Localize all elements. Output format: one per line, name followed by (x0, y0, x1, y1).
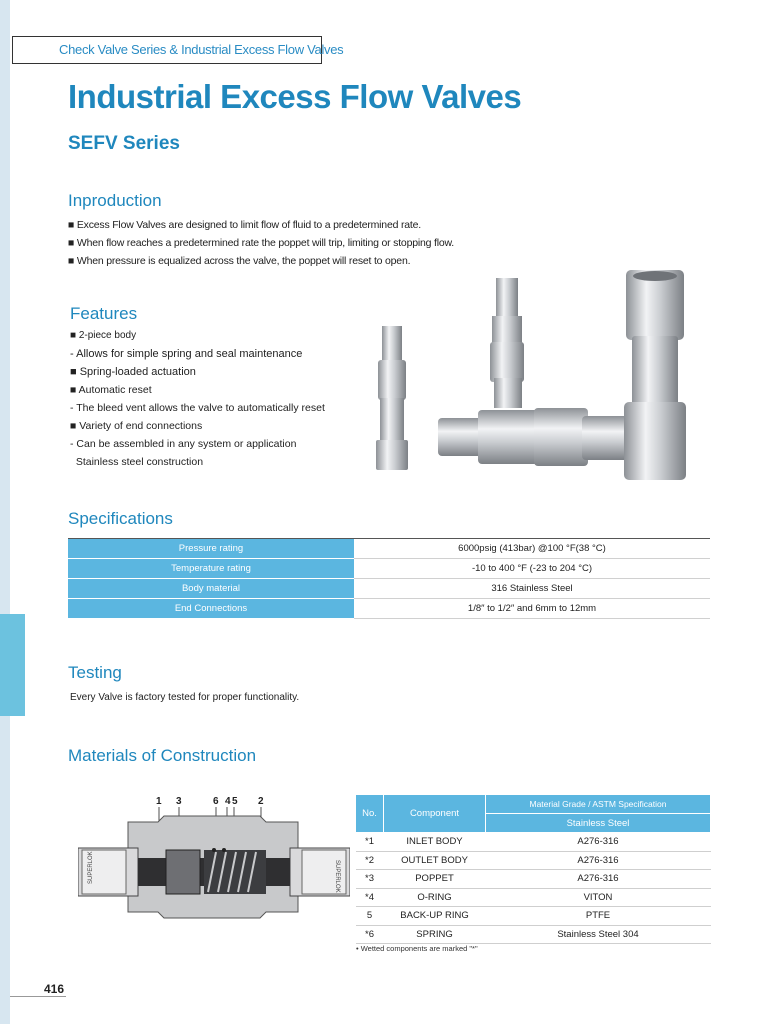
spec-label: End Connections (68, 599, 354, 619)
cell-component: SPRING (384, 925, 486, 944)
list-item: ■ Spring-loaded actuation (70, 366, 196, 378)
specifications-table (68, 538, 710, 619)
cell-material: A276-316 (486, 870, 711, 889)
page-rule (10, 996, 66, 997)
spec-value: 6000psig (413bar) @100 °F(38 °C) (354, 539, 710, 559)
diagram-label: SUPERLOK (334, 860, 340, 893)
features-heading: Features (70, 304, 138, 323)
cell-no: *6 (356, 925, 384, 944)
table-row (68, 559, 710, 579)
cell-no: *2 (356, 851, 384, 870)
table-row (68, 539, 710, 559)
section-tab (0, 614, 25, 716)
table-row (356, 888, 711, 907)
introduction-list (68, 216, 454, 270)
list-item: - Allows for simple spring and seal maintenance (70, 348, 303, 360)
spec-value: -10 to 400 °F (-23 to 204 °C) (354, 559, 710, 579)
table-row (68, 579, 710, 599)
callout-label: 1 (156, 796, 162, 807)
table-row (356, 925, 711, 944)
breadcrumb: Check Valve Series & Industrial Excess Flow Valves (12, 36, 322, 64)
cell-material: VITON (486, 888, 711, 907)
col-header-stainless: Stainless Steel (486, 814, 711, 833)
list-item: ■ When pressure is equalized across the valve, the poppet will reset to open. (68, 255, 411, 267)
left-margin-bar (0, 0, 10, 1024)
cell-component: POPPET (384, 870, 486, 889)
page-title: Industrial Excess Flow Valves (68, 78, 522, 115)
list-item: - The bleed vent allows the valve to automatically reset (70, 402, 325, 414)
table-row (356, 870, 711, 889)
table-row (356, 833, 711, 852)
spec-value: 316 Stainless Steel (354, 579, 710, 599)
col-header-no: No. (356, 795, 384, 833)
table-row (68, 599, 710, 619)
callout-label: 4 (225, 796, 231, 807)
col-header-spec-group: Material Grade / ASTM Specification (486, 795, 711, 814)
large-valve (624, 270, 686, 480)
callout-label: 5 (232, 796, 238, 807)
spec-label: Pressure rating (68, 539, 354, 559)
valve-product-photo (368, 268, 708, 490)
materials-heading: Materials of Construction (68, 746, 257, 765)
wetted-note: • Wetted components are marked "*" (356, 944, 478, 953)
cell-material: A276-316 (486, 851, 711, 870)
cell-no: *1 (356, 833, 384, 852)
cell-no: *4 (356, 888, 384, 907)
small-valve (376, 326, 408, 470)
testing-heading: Testing (68, 663, 122, 682)
list-item: ■ Automatic reset (70, 384, 152, 396)
cell-component: BACK-UP RING (384, 907, 486, 926)
spec-label: Temperature rating (68, 559, 354, 579)
cell-component: OUTLET BODY (384, 851, 486, 870)
col-header-component: Component (384, 795, 486, 833)
list-item: ■ When flow reaches a predetermined rate the poppet will trip, limiting or stopping flow. (68, 237, 454, 249)
cell-material: Stainless Steel 304 (486, 925, 711, 944)
list-item: Stainless steel construction (70, 456, 204, 468)
page-number: 416 (44, 982, 65, 996)
testing-text: Every Valve is factory tested for proper functionality. (70, 692, 300, 703)
cell-no: 5 (356, 907, 384, 926)
cell-component: O-RING (384, 888, 486, 907)
spec-label: Body material (68, 579, 354, 599)
callout-label: 6 (213, 796, 219, 807)
callout-label: 2 (258, 796, 264, 807)
medium-valve (490, 278, 524, 408)
materials-table (355, 794, 711, 944)
cell-no: *3 (356, 870, 384, 889)
cell-material: PTFE (486, 907, 711, 926)
list-item: ■ Excess Flow Valves are designed to limit flow of fluid to a predetermined rate. (68, 219, 421, 231)
horizontal-valve (438, 408, 634, 466)
list-item: ■ 2-piece body (70, 330, 137, 341)
table-row (356, 907, 711, 926)
diagram-label: SUPERLOK (88, 851, 94, 884)
features-list (70, 327, 325, 471)
cell-material: A276-316 (486, 833, 711, 852)
list-item: - Can be assembled in any system or application (70, 438, 297, 450)
introduction-heading: Inproduction (68, 191, 162, 210)
series-subtitle: SEFV Series (68, 133, 180, 154)
cell-component: INLET BODY (384, 833, 486, 852)
spec-value: 1/8″ to 1/2″ and 6mm to 12mm (354, 599, 710, 619)
list-item: ■ Variety of end connections (70, 420, 203, 432)
specifications-heading: Specifications (68, 509, 173, 528)
callout-label: 3 (176, 796, 182, 807)
valve-cutaway-diagram (78, 792, 350, 944)
table-row (356, 851, 711, 870)
